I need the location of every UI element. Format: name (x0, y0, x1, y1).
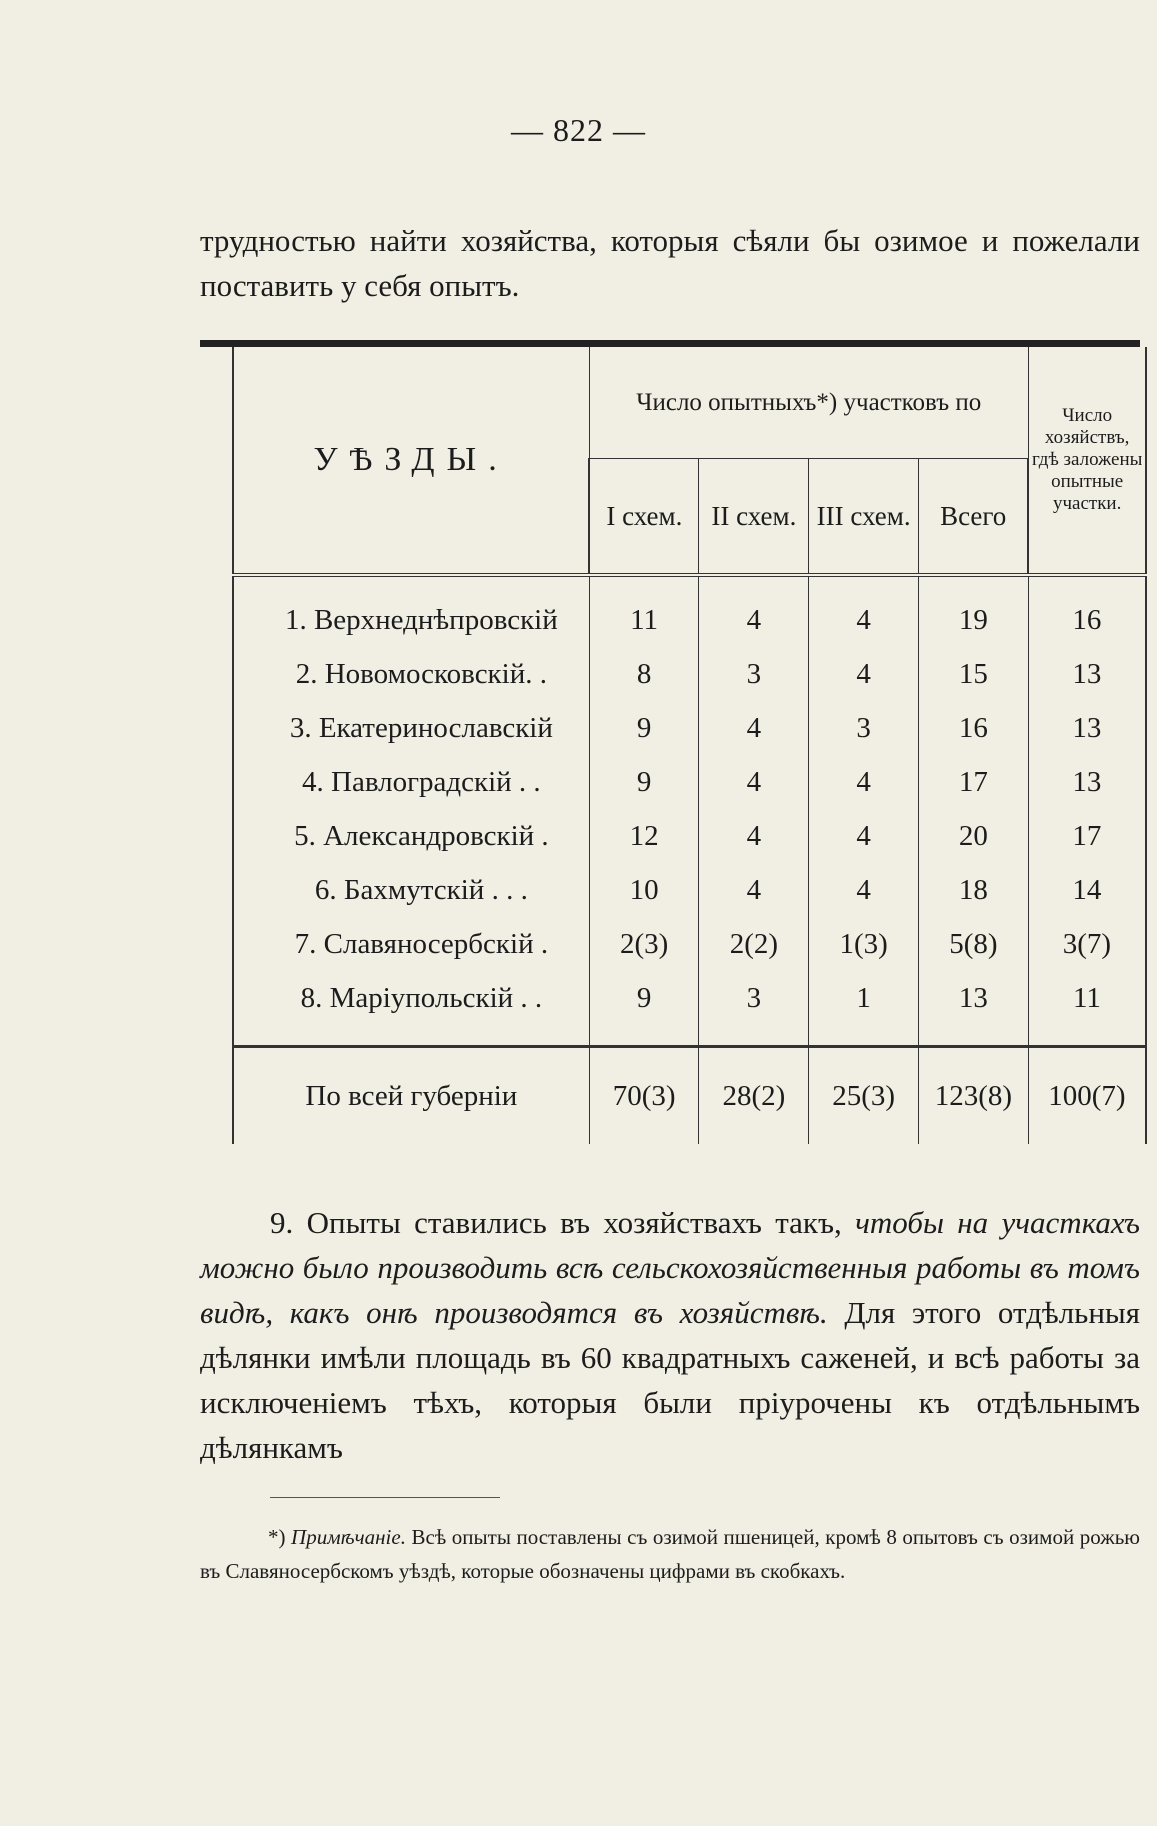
footnote-rule (270, 1497, 500, 1498)
district-name: 3. Екатеринославскій (233, 701, 589, 755)
paragraph-9-italic: чтобы на участкахъ можно было производить всѣ сельскохозяйственныя работы въ томъ видѣ, какъ онѣ производятся въ хозяйствѣ. (200, 1205, 1141, 1330)
total-value: 5(8) (919, 917, 1029, 971)
scheme-1-value: 2(3) (589, 917, 699, 971)
paragraph-9-text-2: Для этого отдѣльныя дѣлянки имѣли площадь въ 60 квадратныхъ саженей, и всѣ работы за исключеніемъ тѣхъ, которыя были пріурочены къ отдѣльнымъ дѣлянкамъ (200, 1295, 1140, 1465)
scheme-3-value: 1 (809, 971, 919, 1047)
scheme-2-header: II схем. (699, 459, 809, 575)
farms-value: 3(7) (1028, 917, 1146, 971)
total-header: Всего (919, 459, 1029, 575)
district-name: 7. Славяносербскій . (233, 917, 589, 971)
total-value: 13 (919, 971, 1029, 1047)
paragraph-top: трудностью найти хозяйства, которыя сѣяли бы озимое и пожелали поставить у себя опытъ. (200, 223, 1140, 303)
scheme-3-value: 1(3) (809, 917, 919, 971)
total-all: 123(8) (919, 1047, 1029, 1145)
total-value: 20 (919, 809, 1029, 863)
scheme-1-value: 8 (589, 647, 699, 701)
district-name: 6. Бахмутскій . . . (233, 863, 589, 917)
total-farms: 100(7) (1028, 1047, 1146, 1145)
table-row (233, 917, 1146, 971)
footnote-label: Примѣчаніе. (291, 1525, 406, 1549)
table-row (233, 971, 1146, 1047)
farms-value: 14 (1028, 863, 1146, 917)
table-row (233, 575, 1146, 647)
total-value: 17 (919, 755, 1029, 809)
total-row (233, 1047, 1146, 1145)
district-name: 8. Маріупольскій . . (233, 971, 589, 1047)
farms-value: 13 (1028, 647, 1146, 701)
district-name: 5. Александровскій . (233, 809, 589, 863)
district-name: 4. Павлоградскій . . (233, 755, 589, 809)
scheme-3-value: 4 (809, 809, 919, 863)
page-number: — 822 — (511, 112, 646, 148)
farms-value: 16 (1028, 575, 1146, 647)
table-row (233, 755, 1146, 809)
scheme-2-value: 4 (699, 863, 809, 917)
farms-value: 17 (1028, 809, 1146, 863)
scheme-3-value: 3 (809, 701, 919, 755)
district-name: 1. Верхнеднѣпровскій (233, 575, 589, 647)
scheme-2-value: 3 (699, 971, 809, 1047)
scheme-1-value: 9 (589, 755, 699, 809)
scheme-3-value: 4 (809, 575, 919, 647)
total-scheme-2: 28(2) (699, 1047, 809, 1145)
paragraph-9 (200, 1200, 1140, 1470)
scheme-2-value: 4 (699, 701, 809, 755)
statistics-table (232, 347, 1147, 1144)
total-row-label: По всей губерніи (233, 1047, 589, 1145)
total-value: 18 (919, 863, 1029, 917)
total-value: 19 (919, 575, 1029, 647)
footnote-text: Всѣ опыты поставлены съ озимой пшеницей, кромѣ 8 опытовъ съ озимой рожью въ Славяносербскомъ уѣздѣ, которые обозначены цифрами въ скобкахъ. (200, 1525, 1140, 1583)
paragraph-9-text-1: Опыты ставились въ хозяйствахъ такъ, (306, 1205, 842, 1240)
scheme-2-value: 3 (699, 647, 809, 701)
scheme-3-value: 4 (809, 863, 919, 917)
scheme-2-value: 2(2) (699, 917, 809, 971)
scheme-2-value: 4 (699, 575, 809, 647)
scheme-1-header: I схем. (589, 459, 699, 575)
scheme-3-header: III схем. (809, 459, 919, 575)
table-row (233, 809, 1146, 863)
farms-value: 13 (1028, 755, 1146, 809)
footnote (200, 1520, 1140, 1588)
farms-value: 11 (1028, 971, 1146, 1047)
farms-value: 13 (1028, 701, 1146, 755)
total-value: 16 (919, 701, 1029, 755)
district-name: 2. Новомосковскій. . (233, 647, 589, 701)
footnote-marker: *) (268, 1525, 286, 1549)
district-header: УѢЗДЫ. (233, 347, 589, 575)
table-row (233, 647, 1146, 701)
statistics-table-container (200, 340, 1143, 1144)
table-top-rule (200, 340, 1140, 347)
total-scheme-1: 70(3) (589, 1047, 699, 1145)
farms-header: Число хозяйствъ, гдѣ заложены опытные участки. (1028, 347, 1146, 575)
plots-group-header: Число опытныхъ*) участковъ по (589, 347, 1028, 459)
total-value: 15 (919, 647, 1029, 701)
scheme-1-value: 10 (589, 863, 699, 917)
scheme-1-value: 12 (589, 809, 699, 863)
table-row (233, 863, 1146, 917)
table-row (233, 701, 1146, 755)
scheme-3-value: 4 (809, 755, 919, 809)
scheme-1-value: 9 (589, 701, 699, 755)
scheme-1-value: 9 (589, 971, 699, 1047)
scheme-2-value: 4 (699, 755, 809, 809)
scheme-1-value: 11 (589, 575, 699, 647)
scheme-2-value: 4 (699, 809, 809, 863)
total-scheme-3: 25(3) (809, 1047, 919, 1145)
paragraph-9-number: 9. (270, 1205, 294, 1240)
scheme-3-value: 4 (809, 647, 919, 701)
